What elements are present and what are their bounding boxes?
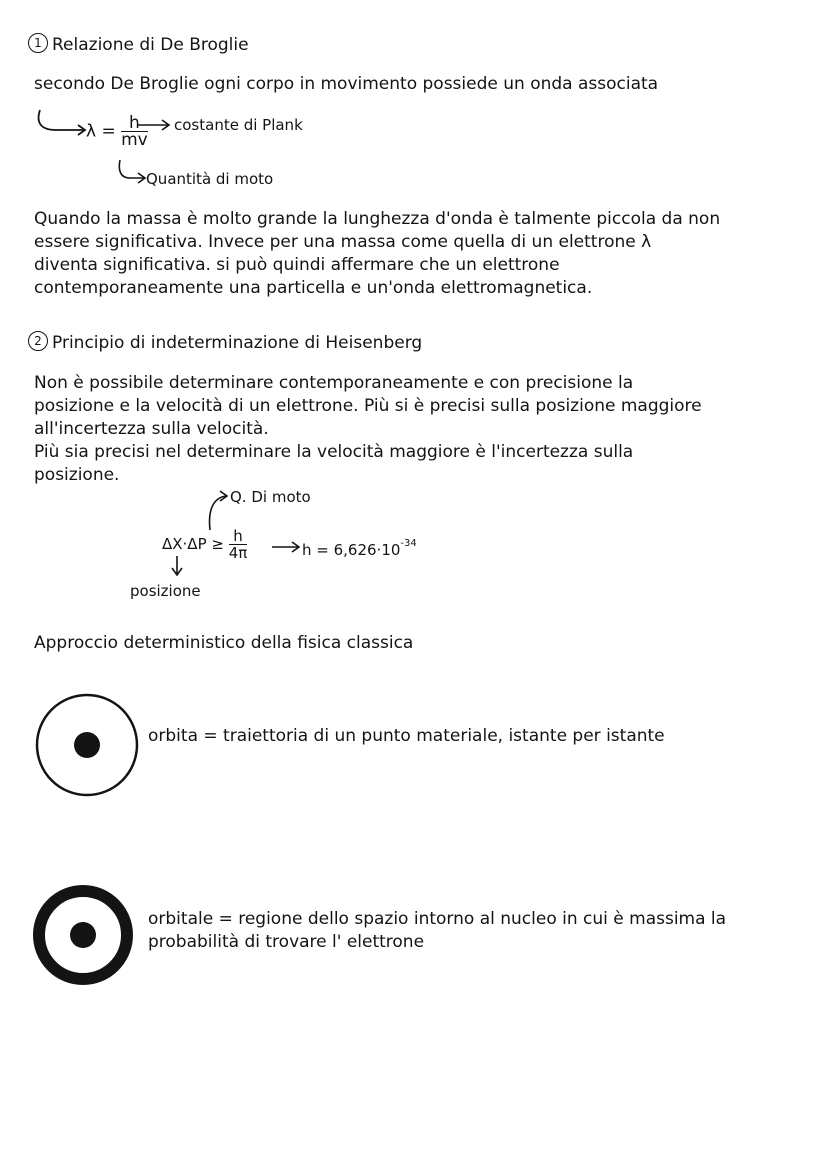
section2-line-5: posizione. xyxy=(34,465,120,485)
planck-value xyxy=(302,538,417,559)
mv-label: Quantità di moto xyxy=(146,170,274,188)
section1-paragraph xyxy=(34,208,720,300)
orbita-definition: orbita = traiettoria di un punto materiale, istante per istante xyxy=(148,726,665,746)
debroglie-hook-arrow xyxy=(34,108,94,138)
orbitale-line-1: orbitale = regione dello spazio intorno al nucleo in cui è massima la xyxy=(148,909,727,929)
orbitale-diagram-icon xyxy=(32,884,134,986)
planck-value-arrow xyxy=(272,540,302,554)
section2-line-3: all'incertezza sulla velocità. xyxy=(34,419,269,439)
debroglie-denominator: mv xyxy=(121,130,148,150)
planck-value-base: h = 6,626·10 xyxy=(302,541,401,559)
section3-title: Approccio deterministico della fisica classica xyxy=(34,633,414,653)
orbitale-line-2: probabilità di trovare l' elettrone xyxy=(148,932,425,952)
dx-label-arrow xyxy=(170,556,184,578)
dx-label: posizione xyxy=(130,582,201,600)
heisenberg-lhs: ΔX·ΔP ≥ xyxy=(162,535,224,553)
section1-intro: secondo De Broglie ogni corpo in movimento possiede un onda associata xyxy=(34,74,659,94)
orbita-diagram-icon xyxy=(34,692,140,798)
section1-line-3: diventa significativa. si può quindi affermare che un elettrone xyxy=(34,255,560,275)
section1-number-badge: 1 xyxy=(28,33,48,53)
section2-paragraph xyxy=(34,372,702,487)
heisenberg-denominator: 4π xyxy=(228,544,248,562)
section2-number-badge: 2 xyxy=(28,331,48,351)
heisenberg-fraction xyxy=(229,528,248,561)
h-label: costante di Plank xyxy=(174,116,303,134)
section1-line-2: essere significativa. Invece per una massa come quella di un elettrone λ xyxy=(34,232,652,252)
section1-line-4: contemporaneamente una particella e un'onda elettromagnetica. xyxy=(34,278,593,298)
section2-heading xyxy=(28,332,422,355)
debroglie-numerator: h xyxy=(121,115,148,132)
heisenberg-numerator: h xyxy=(229,528,248,545)
section2-title: Principio di indeterminazione di Heisenberg xyxy=(52,333,423,353)
planck-value-exponent: -34 xyxy=(400,538,417,549)
section2-line-1: Non è possibile determinare contemporaneamente e con precisione la xyxy=(34,373,634,393)
mv-label-arrow xyxy=(116,160,150,186)
section2-line-2: posizione e la velocità di un elettrone. Più si è precisi sulla posizione maggiore xyxy=(34,396,702,416)
section1-heading xyxy=(28,34,249,57)
section1-line-1: Quando la massa è molto grande la lunghezza d'onda è talmente piccola da non xyxy=(34,209,721,229)
lambda-lhs: λ = xyxy=(86,121,116,142)
section2-line-4: Più sia precisi nel determinare la velocità maggiore è l'incertezza sulla xyxy=(34,442,634,462)
section1-title: Relazione di De Broglie xyxy=(52,35,249,55)
dp-label: Q. Di moto xyxy=(230,488,311,506)
orbitale-definition xyxy=(148,908,726,954)
h-label-arrow xyxy=(138,118,172,132)
